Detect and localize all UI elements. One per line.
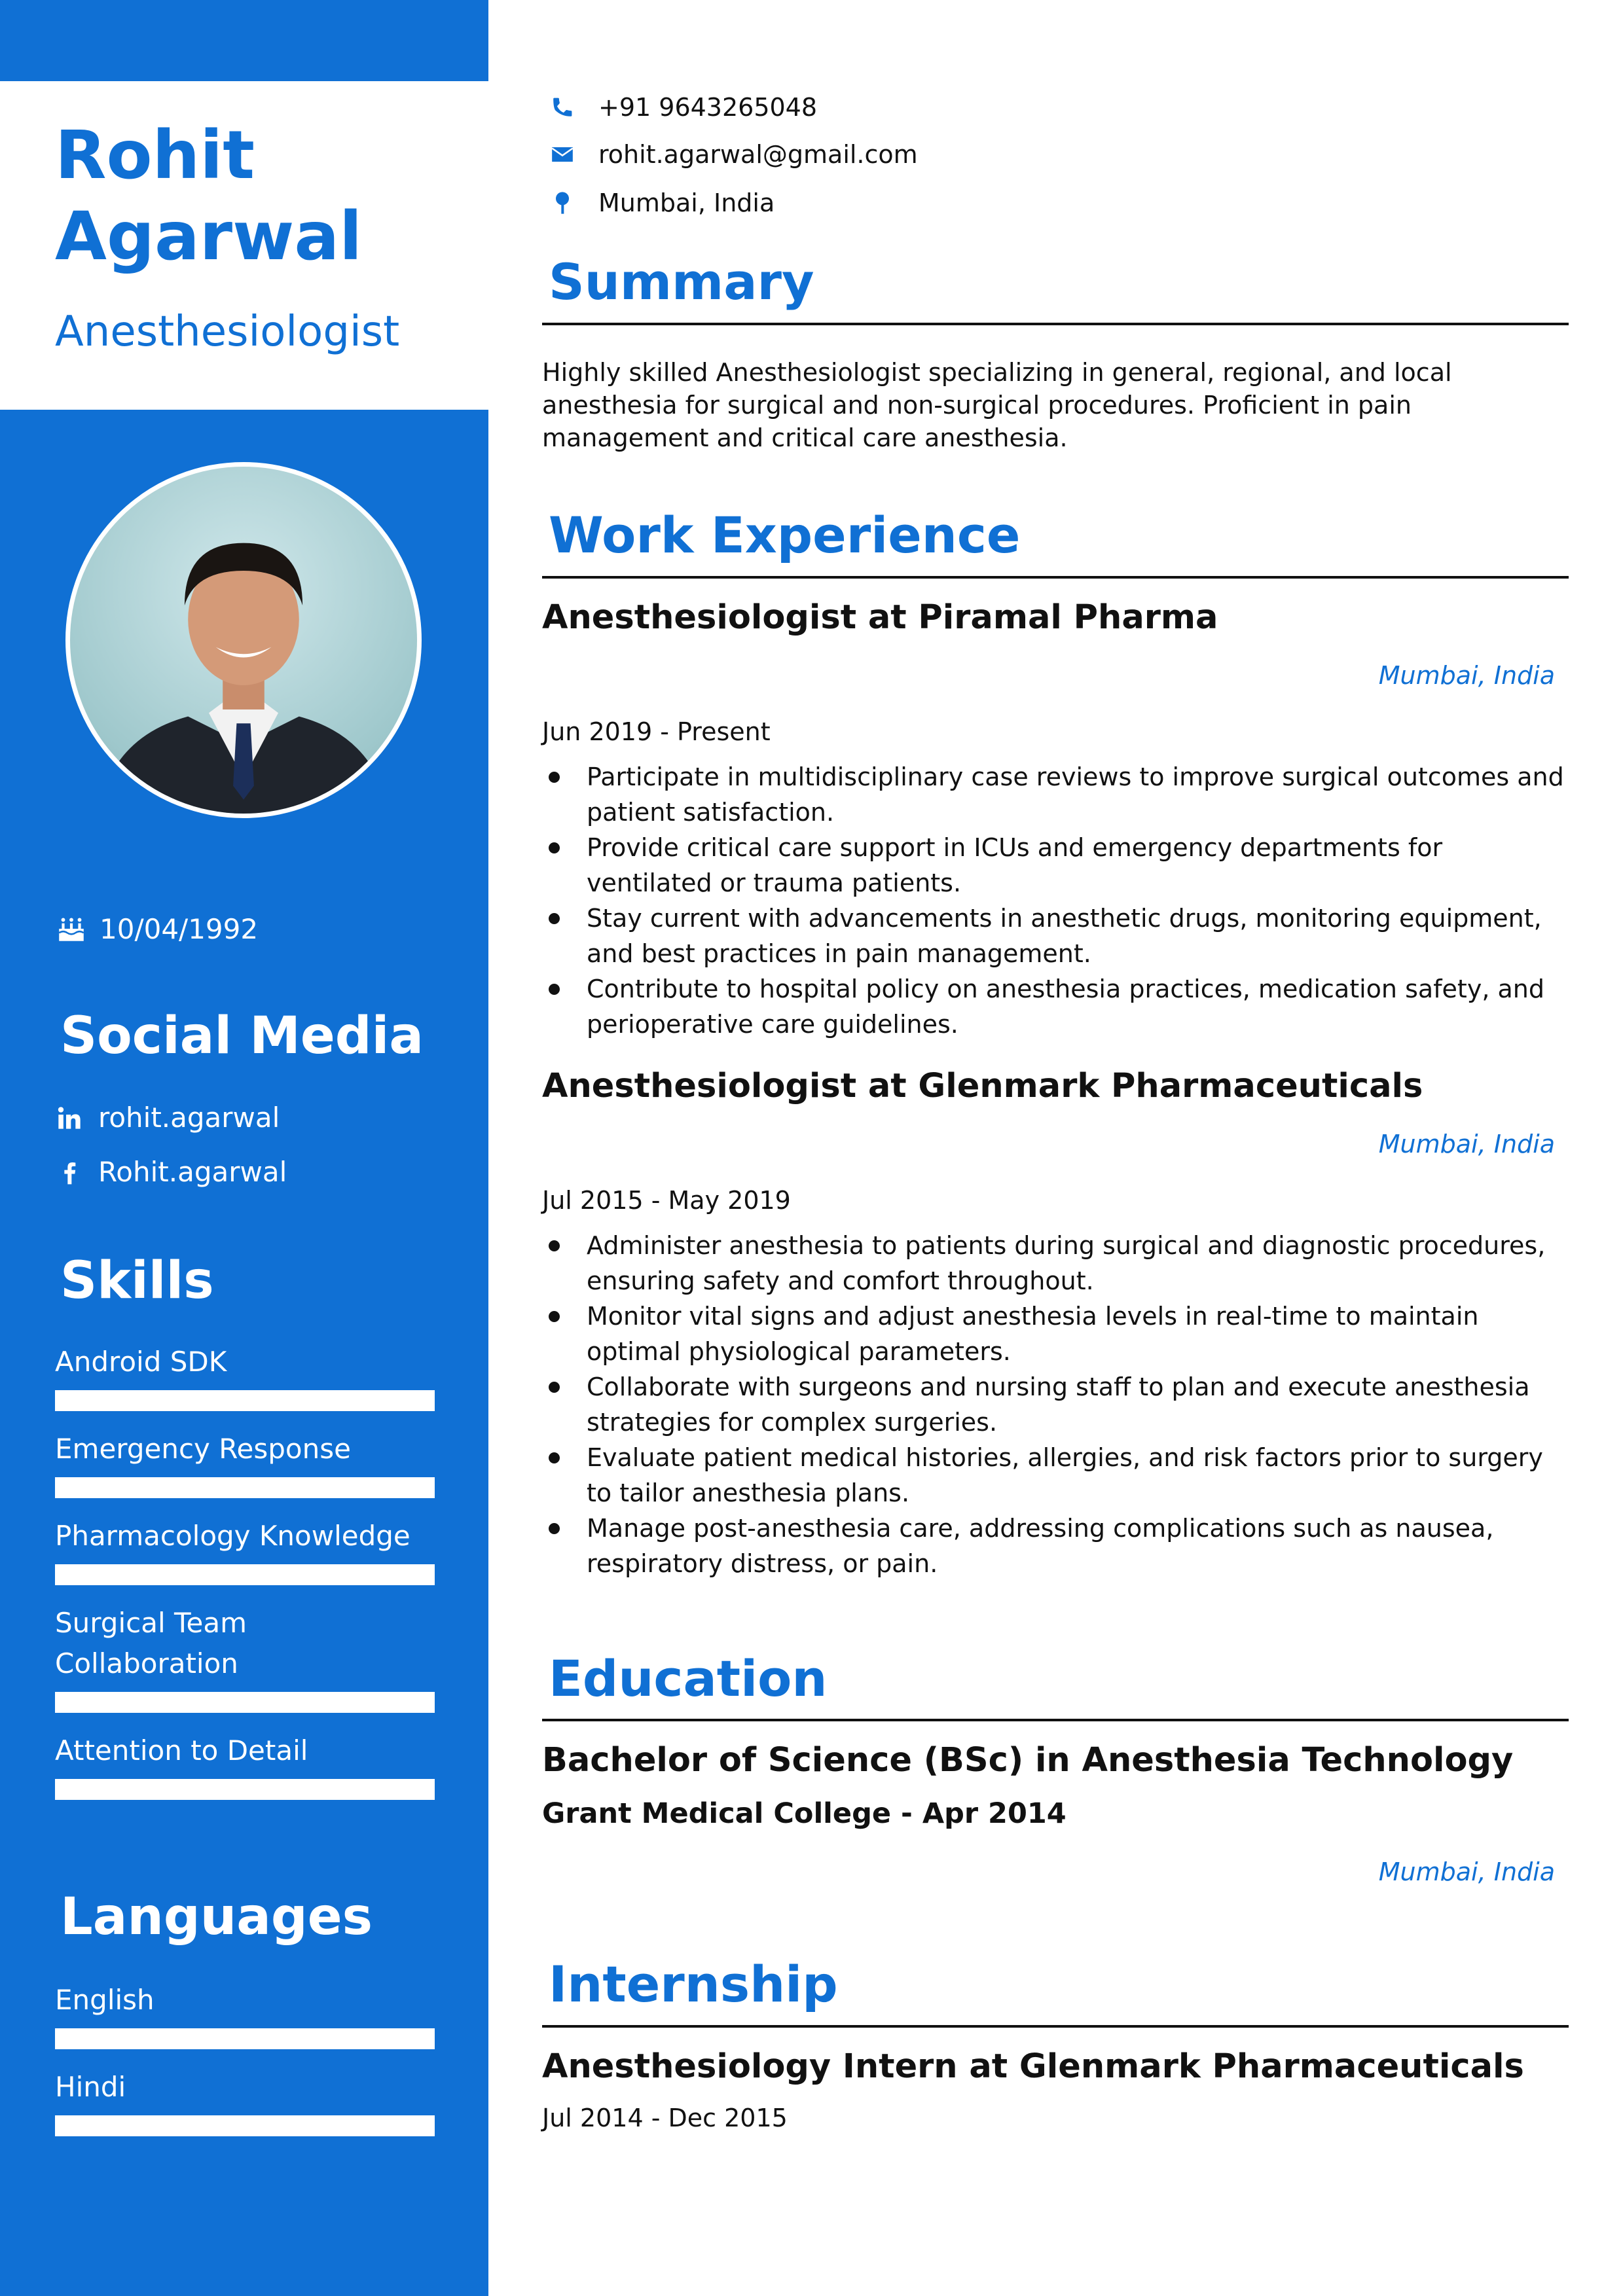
list-item: Participate in multidisciplinary case reviews to improve surgical outcomes and patient satisfaction. [542,759,1570,830]
job-dates: Jun 2019 - Present [542,717,771,746]
candidate-name: Rohit Agarwal [55,117,363,276]
skill-bar [55,1477,435,1498]
section-divider [542,576,1569,579]
birthday-cake-icon [55,912,88,945]
education-school: Grant Medical College - Apr 2014 [542,1797,1067,1830]
list-item: Stay current with advancements in anesthetic drugs, monitoring equipment, and best practices in pain management. [542,901,1570,971]
phone-icon [549,94,576,121]
job-dates: Jul 2015 - May 2019 [542,1186,791,1215]
sidebar-top-band [0,0,488,81]
contact-phone[interactable] [549,93,817,122]
job-location: Mumbai, India [1378,661,1555,690]
skill-bar [55,1779,435,1800]
internship-heading: Internship [549,1955,838,2013]
skill-label: Pharmacology Knowledge [55,1520,410,1552]
skill-bar [55,1390,435,1411]
summary-text: Highly skilled Anesthesiologist specializing in general, regional, and local anesthesia for surgical and non-surgical procedures. Proficient in pain management and critical care anesthesia. [542,358,1452,452]
job-bullets [542,759,1570,1042]
job-bullets [542,1228,1570,1581]
list-item: Monitor vital signs and adjust anesthesia levels in real-time to maintain optimal physiological parameters. [542,1299,1570,1369]
education-location: Mumbai, India [1378,1857,1555,1886]
education-heading: Education [549,1649,828,1708]
section-divider [542,1719,1569,1721]
facebook-icon [55,1158,84,1187]
languages-heading: Languages [60,1888,373,1946]
candidate-title: Anesthesiologist [55,308,400,356]
contact-location [549,188,775,217]
section-divider [542,323,1569,325]
language-bar [55,2028,435,2049]
email-icon [549,141,576,168]
location-value: Mumbai, India [598,188,775,217]
job-location: Mumbai, India [1378,1130,1555,1158]
language-label: English [55,1984,155,2016]
list-item: Contribute to hospital policy on anesthesia practices, medication safety, and perioperative care guidelines. [542,971,1570,1042]
skill-bar [55,1564,435,1585]
email-value: rohit.agarwal@gmail.com [598,140,918,169]
internship-title: Anesthesiology Intern at Glenmark Pharmaceuticals [542,2047,1524,2086]
social-link-linkedin[interactable] [55,1102,280,1134]
skill-label: Emergency Response [55,1433,351,1465]
avatar [70,467,417,814]
social-link-facebook[interactable] [55,1156,287,1188]
linkedin-handle: rohit.agarwal [98,1102,280,1134]
list-item: Manage post-anesthesia care, addressing complications such as nausea, respiratory distress, or pain. [542,1511,1570,1581]
social-media-heading: Social Media [60,1007,424,1066]
job-title: Anesthesiologist at Piramal Pharma [542,598,1218,637]
dob-value: 10/04/1992 [100,912,259,945]
profile-photo [65,462,422,818]
education-degree: Bachelor of Science (BSc) in Anesthesia Technology [542,1741,1514,1780]
skill-label: Android SDK [55,1346,227,1378]
skill-bar [55,1692,435,1713]
internship-dates: Jul 2014 - Dec 2015 [542,2104,788,2132]
language-bar [55,2115,435,2136]
contact-email[interactable] [549,140,918,169]
linkedin-icon [55,1103,84,1132]
phone-value: +91 9643265048 [598,93,818,122]
work-experience-heading: Work Experience [549,506,1021,564]
skill-label: Surgical Team Collaboration [55,1607,247,1679]
summary-heading: Summary [549,253,814,311]
location-pin-icon [549,189,576,217]
list-item: Collaborate with surgeons and nursing staff to plan and execute anesthesia strategies for complex surgeries. [542,1369,1570,1440]
list-item: Evaluate patient medical histories, allergies, and risk factors prior to surgery to tailor anesthesia plans. [542,1440,1570,1511]
language-label: Hindi [55,2071,126,2103]
skill-label: Attention to Detail [55,1734,308,1767]
list-item: Provide critical care support in ICUs and emergency departments for ventilated or trauma patients. [542,830,1570,901]
facebook-handle: Rohit.agarwal [98,1156,287,1188]
job-title: Anesthesiologist at Glenmark Pharmaceuticals [542,1067,1423,1105]
skills-heading: Skills [60,1251,214,1310]
list-item: Administer anesthesia to patients during surgical and diagnostic procedures, ensuring safety and comfort throughout. [542,1228,1570,1299]
date-of-birth [55,912,258,945]
section-divider [542,2025,1569,2028]
